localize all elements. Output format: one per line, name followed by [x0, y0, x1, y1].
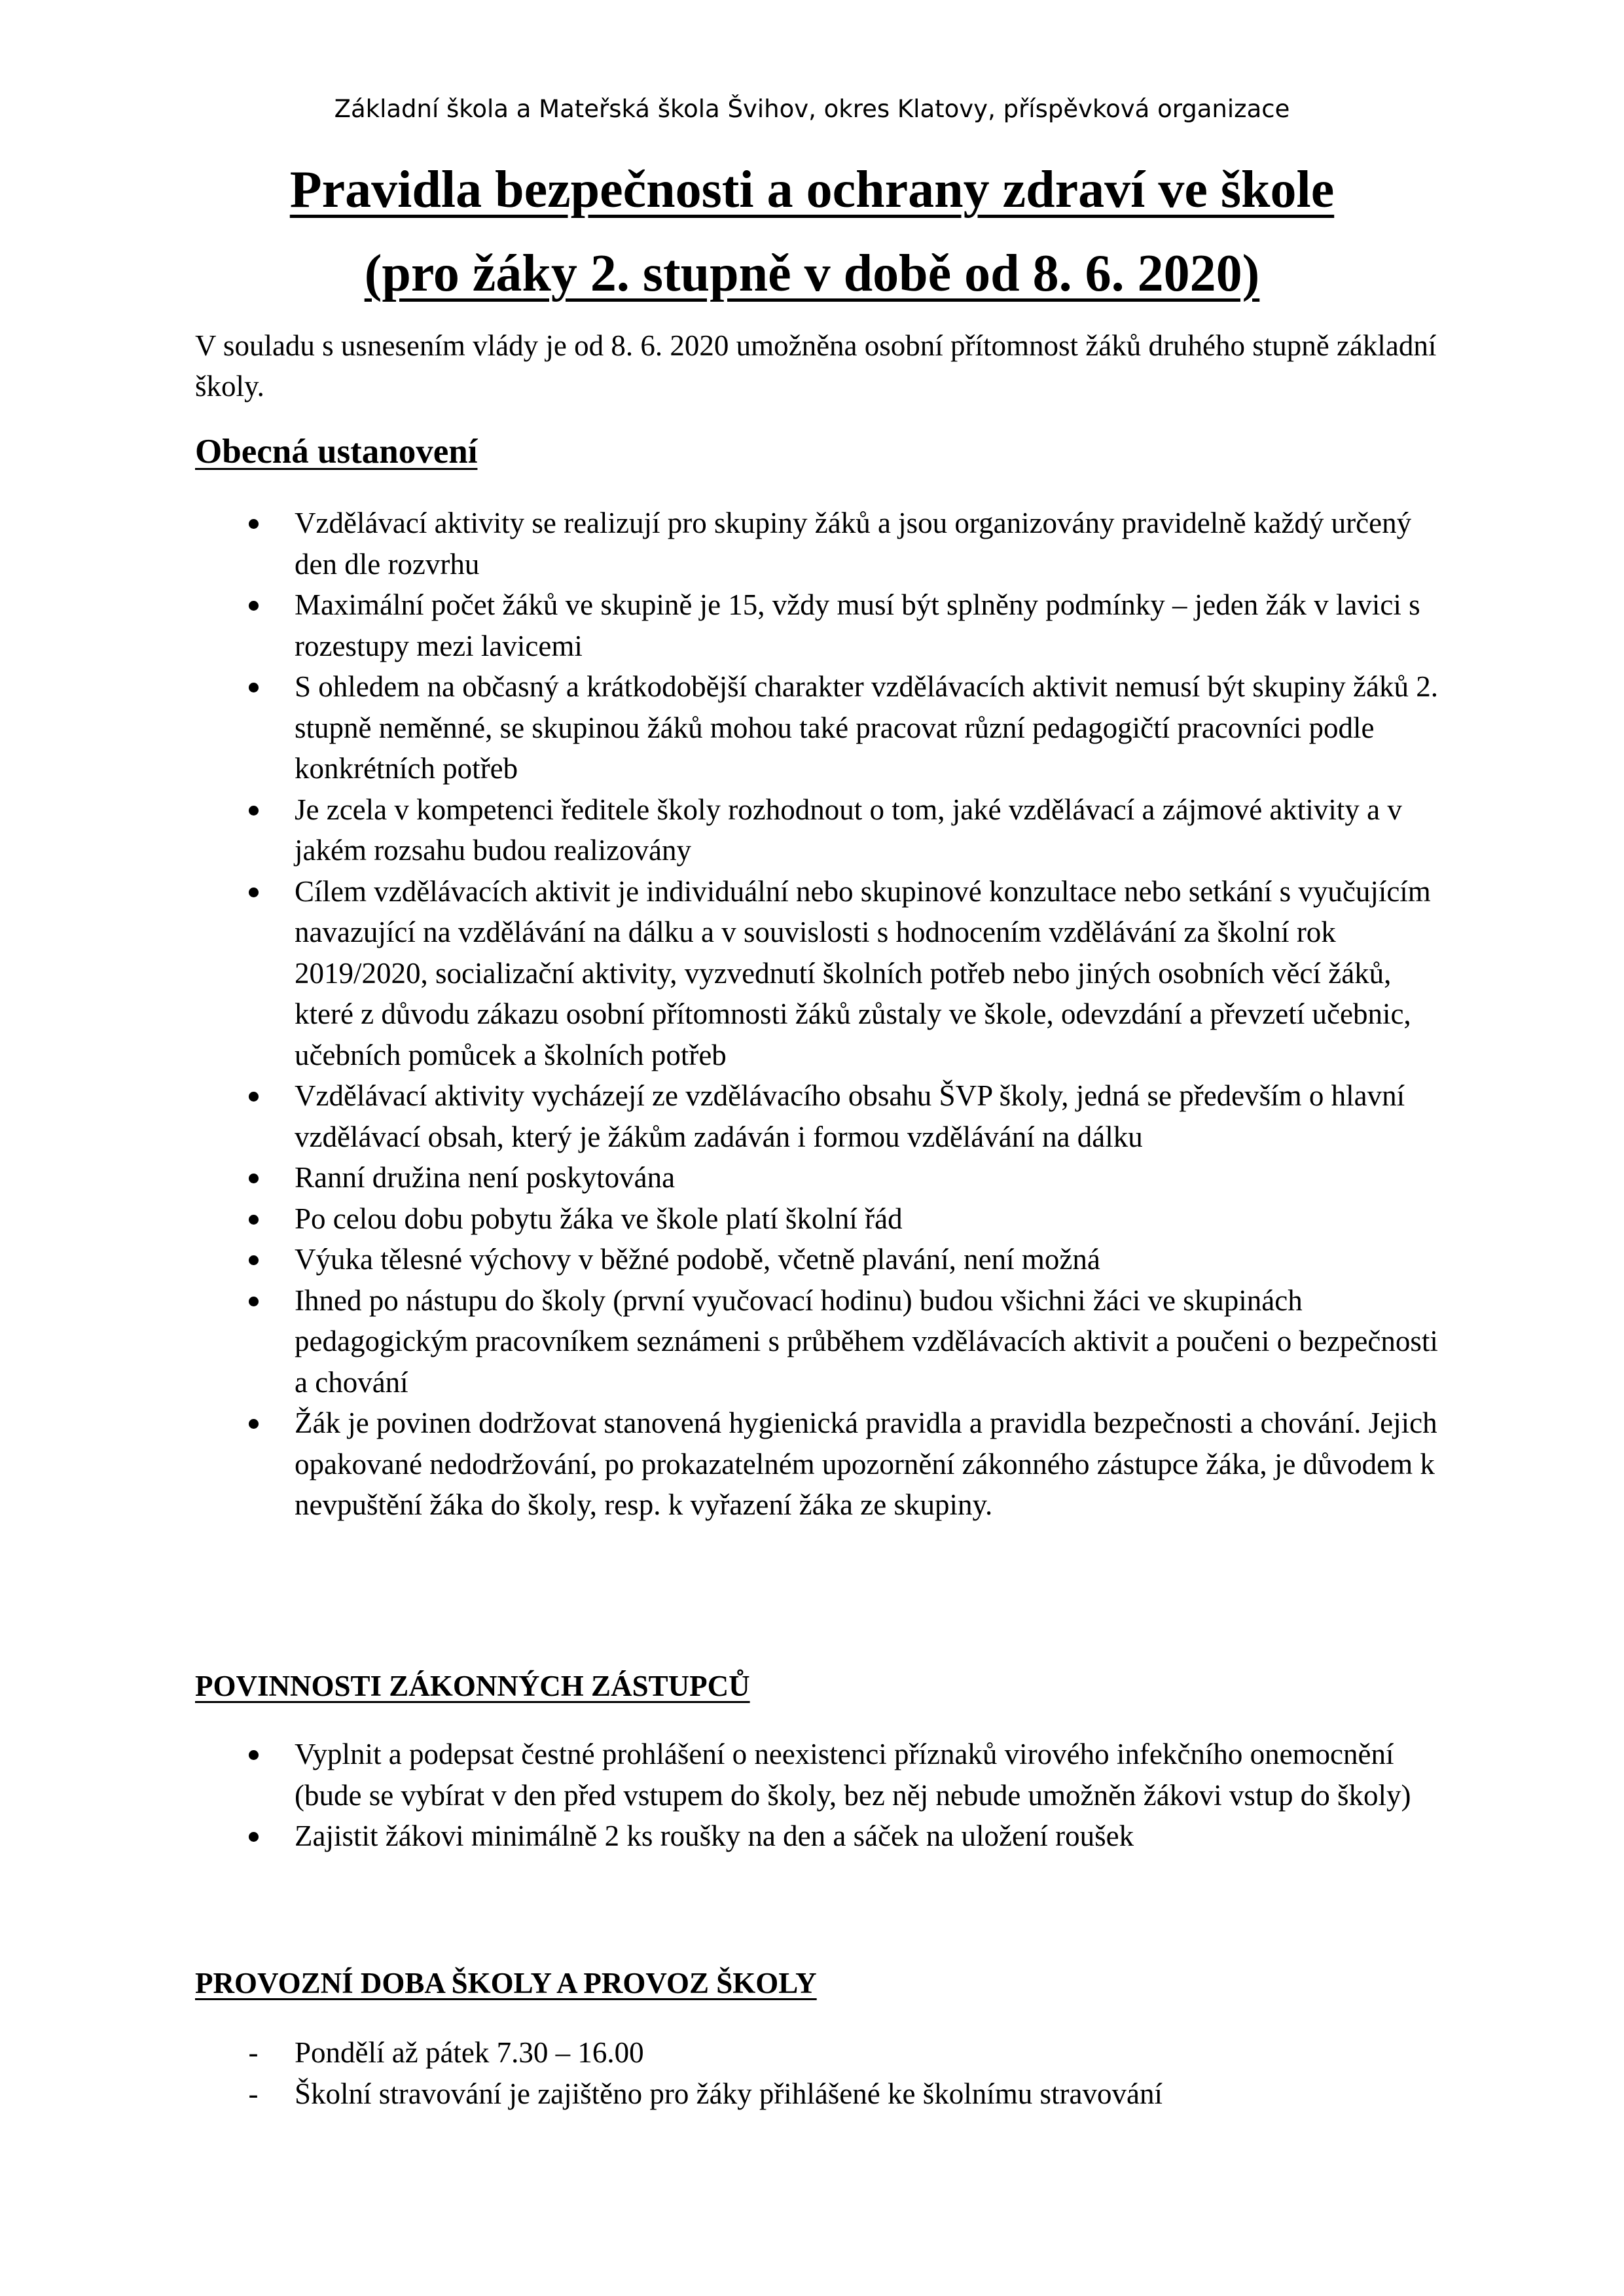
list-item: [0, 503, 1624, 584]
list-item-text: Cílem vzdělávacích aktivit je individuální nebo skupinové konzultace nebo setkání s vyučujícím navazující na vzdělávání na dálku a v souvislosti s hodnocením vzdělávání za školní rok 2019/2020, socializační aktivity, vyzvednutí školních potřeb nebo jiných osobních věcí žáků, které z důvodu zákazu osobní přítomnosti žáků zůstaly ve škole, odevzdání a převzetí učebnic, učebních pomůcek a školních potřeb: [295, 874, 1431, 1071]
bullet-icon: [244, 1239, 263, 1280]
list-item-text: Vzdělávací aktivity se realizují pro skupiny žáků a jsou organizovány pravidelně každý určený den dle rozvrhu: [295, 507, 1412, 581]
list-item: [0, 1157, 1624, 1198]
list-item-text: Pondělí až pátek 7.30 – 16.00: [295, 2036, 644, 2069]
list-item: [0, 789, 1624, 871]
bullet-icon: [244, 666, 263, 708]
general-rules-list: [0, 503, 1624, 1526]
list-item-text: Ihned po nástupu do školy (první vyučovací hodinu) budou všichni žáci ve skupinách pedagogickým pracovníkem seznámeni s průběhem vzdělávacích aktivit a poučeni o bezpečnosti a chování: [295, 1283, 1438, 1399]
list-item-text: Výuka tělesné výchovy v běžné podobě, včetně plavání, není možná: [295, 1243, 1100, 1276]
list-item-text: Maximální počet žáků ve skupině je 15, vždy musí být splněny podmínky – jeden žák v lavici s rozestupy mezi lavicemi: [295, 588, 1420, 662]
list-item: [0, 1816, 1624, 1857]
list-item: [0, 871, 1624, 1076]
operation-list: [0, 2032, 1624, 2114]
guardian-duties-list: [0, 1734, 1624, 1857]
list-item-text: S ohledem na občasný a krátkodobější charakter vzdělávacích aktivit nemusí být skupiny žáků 2. stupně neměnné, se skupinou žáků mohou také pracovat různí pedagogičtí pracovníci podle konkrétních potřeb: [295, 670, 1438, 785]
list-item-text: Žák je povinen dodržovat stanovená hygienická pravidla a pravidla bezpečnosti a chování. Jejich opakované nedodržování, po prokazatelném upozornění zákonného zástupce žáka, je důvodem k nevpuštění žáka do školy, resp. k vyřazení žáka ze skupiny.: [295, 1407, 1437, 1521]
bullet-icon: [244, 1075, 263, 1117]
bullet-icon: [244, 1280, 263, 1321]
list-item: [0, 1239, 1624, 1280]
list-item: [0, 584, 1624, 666]
bullet-icon: [244, 1734, 263, 1775]
bullet-icon: [244, 503, 263, 544]
bullet-icon: [244, 789, 263, 831]
list-item-text: Zajistit žákovi minimálně 2 ks roušky na den a sáček na uložení roušek: [295, 1820, 1134, 1852]
dash-marker: -: [248, 2036, 259, 2069]
bullet-icon: [244, 1816, 263, 1857]
intro-paragraph: V souladu s usnesením vlády je od 8. 6. 2020 umožněna osobní přítomnost žáků druhého stupně základní školy.: [195, 329, 1437, 403]
list-item: [0, 2032, 1624, 2073]
list-item-text: Vyplnit a podepsat čestné prohlášení o neexistenci příznaků virového infekčního onemocnění (bude se vybírat v den před vstupem do školy, bez něj nebude umožněn žákovi vstup do školy): [295, 1738, 1411, 1812]
list-item: [0, 2073, 1624, 2115]
list-item: [0, 1403, 1624, 1526]
list-item: [0, 1075, 1624, 1157]
bullet-icon: [244, 871, 263, 912]
bullet-icon: [244, 584, 263, 626]
bullet-icon: [244, 1403, 263, 1444]
list-item-text: Ranní družina není poskytována: [295, 1161, 676, 1194]
list-item-text: Po celou dobu pobytu žáka ve škole platí školní řád: [295, 1202, 903, 1235]
list-item: [0, 666, 1624, 789]
organization-header: Základní škola a Mateřská škola Švihov, okres Klatovy, příspěvková organizace: [334, 95, 1290, 123]
document-title-line-1: Pravidla bezpečnosti a ochrany zdraví ve škole: [289, 161, 1335, 219]
dash-marker: -: [248, 2077, 259, 2110]
list-item: [0, 1734, 1624, 1816]
section-heading-guardians: POVINNOSTI ZÁKONNÝCH ZÁSTUPCŮ: [195, 1670, 750, 1702]
list-item-text: Vzdělávací aktivity vycházejí ze vzdělávacího obsahu ŠVP školy, jedná se především o hlavní vzdělávací obsah, který je žákům zadáván i formou vzdělávání na dálku: [295, 1079, 1405, 1153]
bullet-icon: [244, 1157, 263, 1198]
list-item-text: Je zcela v kompetenci ředitele školy rozhodnout o tom, jaké vzdělávací a zájmové aktivity a v jakém rozsahu budou realizovány: [295, 793, 1402, 867]
list-item: [0, 1280, 1624, 1403]
list-item-text: Školní stravování je zajištěno pro žáky přihlášené ke školnímu stravování: [295, 2077, 1163, 2110]
section-heading-operation: PROVOZNÍ DOBA ŠKOLY A PROVOZ ŠKOLY: [195, 1967, 817, 2000]
document-title-line-2: (pro žáky 2. stupně v době od 8. 6. 2020): [364, 245, 1260, 302]
section-heading-general: Obecná ustanovení: [195, 433, 478, 471]
bullet-icon: [244, 1198, 263, 1240]
list-item: [0, 1198, 1624, 1240]
